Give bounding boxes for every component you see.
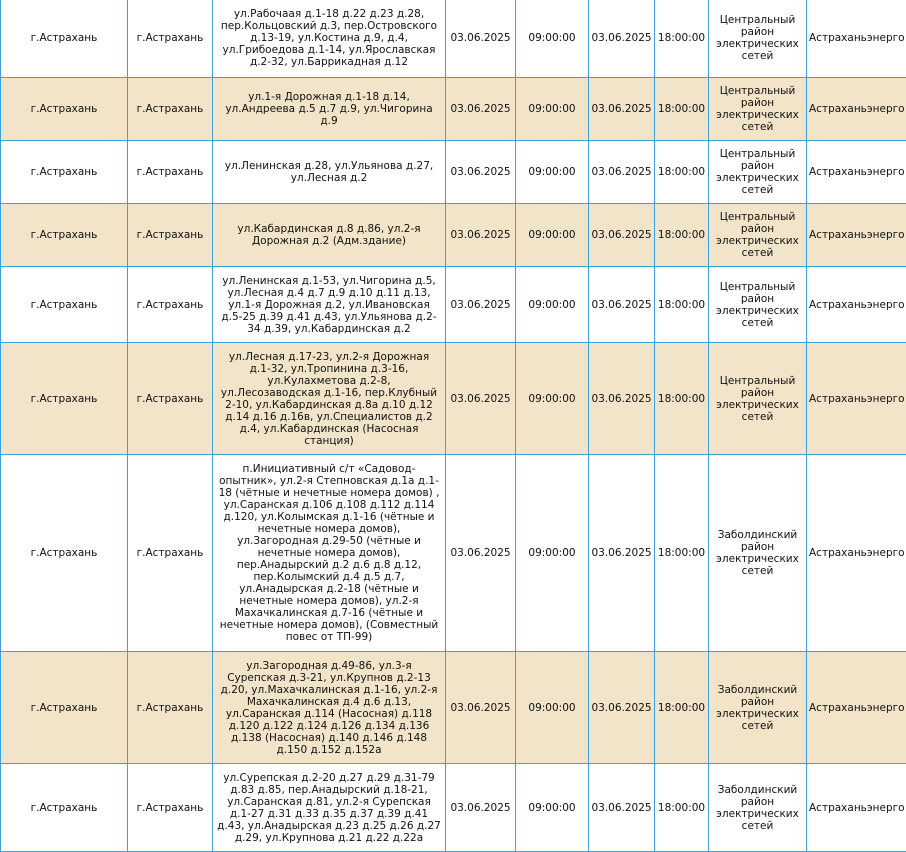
settlement-cell: г.Астрахань [128, 652, 213, 764]
start-date-cell: 03.06.2025 [446, 652, 516, 764]
settlement-cell: г.Астрахань [128, 343, 213, 455]
end-date-cell: 03.06.2025 [589, 141, 655, 204]
address-cell: ул.Лесная д.17-23, ул.2-я Дорожная д.1-32, ул.Тропинина д.3-16, ул.Кулахметова д.2-8, ул.Лесозаводская д.1-16, пер.Клубный 2-10, ул.Кабардинская д.8а д.10 д.12 д.14 д.16 д.16в, ул.Специалистов д.2 д.4, ул.Кабардинская (Насосная станция) [213, 343, 446, 455]
district-cell: Заболдинский район электрических сетей [709, 764, 807, 852]
end-date-cell: 03.06.2025 [589, 204, 655, 267]
district-cell: Центральный район электрических сетей [709, 267, 807, 343]
company-cell: Астраханьэнерго [807, 343, 906, 455]
start-date-cell: 03.06.2025 [446, 267, 516, 343]
start-time-cell: 09:00:00 [516, 78, 589, 141]
start-time-cell: 09:00:00 [516, 0, 589, 78]
settlement-cell: г.Астрахань [128, 455, 213, 652]
district-cell: Заболдинский район электрических сетей [709, 455, 807, 652]
table-row [1, 141, 906, 204]
locality-cell: г.Астрахань [1, 764, 128, 852]
locality-cell: г.Астрахань [1, 455, 128, 652]
end-time-cell: 18:00:00 [655, 652, 709, 764]
start-time-cell: 09:00:00 [516, 764, 589, 852]
settlement-cell: г.Астрахань [128, 0, 213, 78]
start-date-cell: 03.06.2025 [446, 141, 516, 204]
end-date-cell: 03.06.2025 [589, 0, 655, 78]
end-time-cell: 18:00:00 [655, 141, 709, 204]
settlement-cell: г.Астрахань [128, 204, 213, 267]
table-row [1, 343, 906, 455]
end-date-cell: 03.06.2025 [589, 78, 655, 141]
end-date-cell: 03.06.2025 [589, 267, 655, 343]
company-cell: Астраханьэнерго [807, 0, 906, 78]
end-time-cell: 18:00:00 [655, 343, 709, 455]
locality-cell: г.Астрахань [1, 652, 128, 764]
table-row [1, 652, 906, 764]
company-cell: Астраханьэнерго [807, 78, 906, 141]
address-cell: ул.Рабочаая д.1-18 д.22 д.23 д.28, пер.Кольцовский д.3, пер.Островского д.13-19, ул.Костина д.9, д.4, ул.Грибоедова д.1-14, ул.Ярославская д.2-32, ул.Баррикадная д.12 [213, 0, 446, 78]
locality-cell: г.Астрахань [1, 141, 128, 204]
address-cell: п.Инициативный с/т «Садовод-опытник», ул.2-я Степновская д.1а д.1-18 (чётные и нечетные номера домов) , ул.Саранская д.106 д.108 д.112 д.114 д.120, ул.Колымская д.1-16 (чётные и нечетные номера домов), ул.Загородная д.29-50 (чётные и нечетные номера домов), пер.Анадырский д.2 д.6 д.8 д.12, пер.Колымский д.4 д.5 д.7, ул.Анадырская д.2-18 (чётные и нечетные номера домов), ул.2-я Махачкалинская д.7-16 (чётные и нечетные номера домов), (Совместный повес от ТП-99) [213, 455, 446, 652]
table-row [1, 764, 906, 852]
end-date-cell: 03.06.2025 [589, 343, 655, 455]
end-time-cell: 18:00:00 [655, 78, 709, 141]
company-cell: Астраханьэнерго [807, 455, 906, 652]
district-cell: Заболдинский район электрических сетей [709, 652, 807, 764]
district-cell: Центральный район электрических сетей [709, 141, 807, 204]
end-date-cell: 03.06.2025 [589, 764, 655, 852]
district-cell: Центральный район электрических сетей [709, 343, 807, 455]
address-cell: ул.Загородная д.49-86, ул.3-я Сурепская д.3-21, ул.Крупнов д.2-13 д.20, ул.Махачкалинская д.1-16, ул.2-я Махачкалинская д.4 д.6 д.13, ул.Саранская д.114 (Насосная) д.118 д.120 д.122 д.124 д.126 д.134 д.136 д.138 (Насосная) д.140 д.146 д.148 д.150 д.152 д.152а [213, 652, 446, 764]
table-row [1, 78, 906, 141]
start-date-cell: 03.06.2025 [446, 78, 516, 141]
address-cell: ул.Кабардинская д.8 д.86, ул.2-я Дорожная д.2 (Адм.здание) [213, 204, 446, 267]
company-cell: Астраханьэнерго [807, 764, 906, 852]
table-row [1, 455, 906, 652]
settlement-cell: г.Астрахань [128, 141, 213, 204]
start-time-cell: 09:00:00 [516, 343, 589, 455]
locality-cell: г.Астрахань [1, 204, 128, 267]
locality-cell: г.Астрахань [1, 78, 128, 141]
end-time-cell: 18:00:00 [655, 267, 709, 343]
settlement-cell: г.Астрахань [128, 267, 213, 343]
start-time-cell: 09:00:00 [516, 141, 589, 204]
start-date-cell: 03.06.2025 [446, 343, 516, 455]
end-time-cell: 18:00:00 [655, 204, 709, 267]
address-cell: ул.Сурепская д.2-20 д.27 д.29 д.31-79 д.83 д.85, пер.Анадырский д.18-21, ул.Саранская д.81, ул.2-я Сурепская д.1-27 д.31 д.33 д.35 д.37 д.39 д.41 д.43, ул.Анадырская д.23 д.25 д.26 д.27 д.29, ул.Крупнова д.21 д.22 д.22а [213, 764, 446, 852]
end-time-cell: 18:00:00 [655, 455, 709, 652]
locality-cell: г.Астрахань [1, 0, 128, 78]
start-date-cell: 03.06.2025 [446, 0, 516, 78]
end-date-cell: 03.06.2025 [589, 652, 655, 764]
end-time-cell: 18:00:00 [655, 0, 709, 78]
start-date-cell: 03.06.2025 [446, 204, 516, 267]
table-row [1, 267, 906, 343]
address-cell: ул.1-я Дорожная д.1-18 д.14, ул.Андреева д.5 д.7 д.9, ул.Чигорина д.9 [213, 78, 446, 141]
address-cell: ул.Ленинская д.28, ул.Ульянова д.27, ул.Лесная д.2 [213, 141, 446, 204]
settlement-cell: г.Астрахань [128, 764, 213, 852]
end-date-cell: 03.06.2025 [589, 455, 655, 652]
settlement-cell: г.Астрахань [128, 78, 213, 141]
start-date-cell: 03.06.2025 [446, 455, 516, 652]
address-cell: ул.Ленинская д.1-53, ул.Чигорина д.5, ул.Лесная д.4 д.7 д.9 д.10 д.11 д.13, ул.1-я Дорожная д.2, ул.Ивановская д.5-25 д.39 д.41 д.43, ул.Ульянова д.2-34 д.39, ул.Кабардинская д.2 [213, 267, 446, 343]
table-body [1, 0, 906, 852]
company-cell: Астраханьэнерго [807, 267, 906, 343]
start-date-cell: 03.06.2025 [446, 764, 516, 852]
district-cell: Центральный район электрических сетей [709, 204, 807, 267]
end-time-cell: 18:00:00 [655, 764, 709, 852]
district-cell: Центральный район электрических сетей [709, 78, 807, 141]
start-time-cell: 09:00:00 [516, 204, 589, 267]
table-row [1, 0, 906, 78]
company-cell: Астраханьэнерго [807, 141, 906, 204]
company-cell: Астраханьэнерго [807, 652, 906, 764]
company-cell: Астраханьэнерго [807, 204, 906, 267]
table-row [1, 204, 906, 267]
locality-cell: г.Астрахань [1, 267, 128, 343]
start-time-cell: 09:00:00 [516, 267, 589, 343]
district-cell: Центральный район электрических сетей [709, 0, 807, 78]
locality-cell: г.Астрахань [1, 343, 128, 455]
start-time-cell: 09:00:00 [516, 652, 589, 764]
start-time-cell: 09:00:00 [516, 455, 589, 652]
